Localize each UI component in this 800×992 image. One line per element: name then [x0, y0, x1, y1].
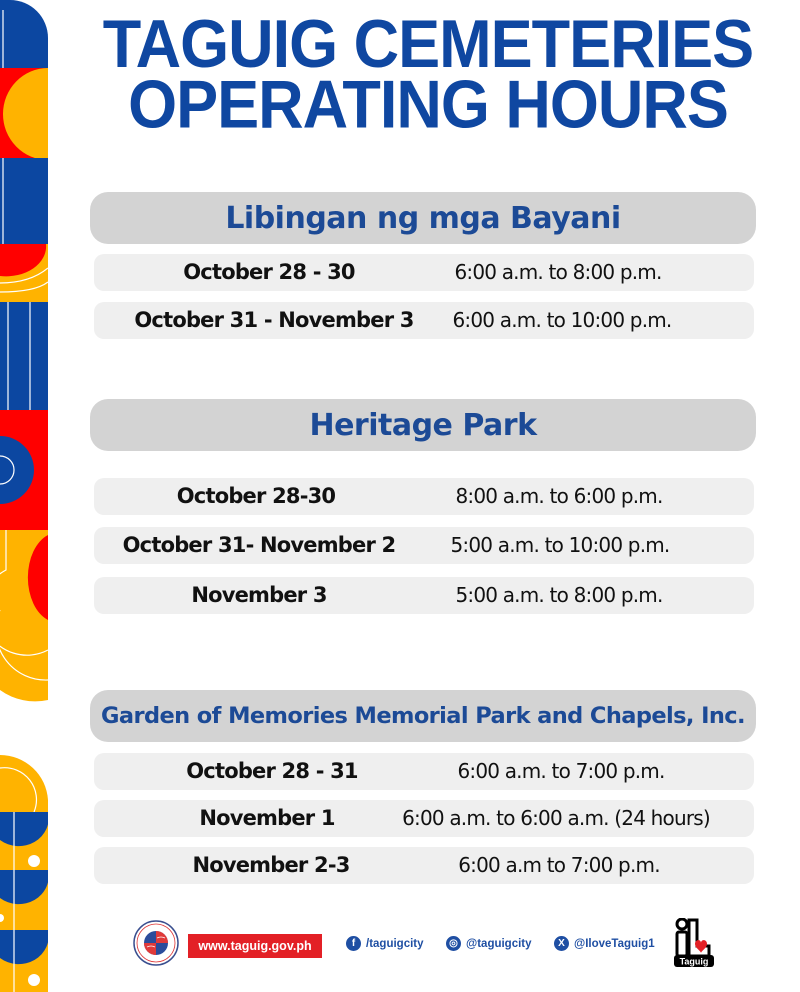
schedule-row — [94, 847, 754, 884]
schedule-hours: 5:00 a.m. to 10:00 p.m. — [450, 533, 670, 557]
cemetery-header-heritage-park: Heritage Park — [90, 399, 756, 451]
schedule-date: October 31 - November 3 — [134, 308, 414, 332]
schedule-row — [94, 527, 754, 564]
instagram-link[interactable] — [446, 936, 532, 951]
schedule-date: October 28-30 — [176, 484, 336, 508]
instagram-handle: @taguigcity — [466, 937, 532, 950]
schedule-row — [94, 753, 754, 790]
decorative-left-strip — [0, 0, 48, 992]
facebook-link[interactable] — [346, 936, 424, 951]
schedule-date: November 3 — [191, 583, 327, 607]
x-icon: X — [554, 936, 569, 951]
i-love-taguig-logo — [673, 918, 715, 968]
cemetery-header-garden-of-memories: Garden of Memories Memorial Park and Chapels, Inc. — [90, 690, 756, 742]
footer — [0, 912, 800, 982]
schedule-hours: 6:00 a.m. to 7:00 p.m. — [457, 759, 665, 783]
schedule-date: October 28 - 30 — [183, 260, 355, 284]
facebook-icon: f — [346, 936, 361, 951]
schedule-date: October 28 - 31 — [186, 759, 358, 783]
schedule-row — [94, 478, 754, 515]
city-seal-logo — [133, 920, 179, 966]
schedule-hours: 5:00 a.m. to 8:00 p.m. — [455, 583, 663, 607]
title-line-1: TAGUIG CEMETERIES — [102, 6, 754, 83]
schedule-row — [94, 577, 754, 614]
instagram-icon: ◎ — [446, 936, 461, 951]
schedule-hours: 8:00 a.m. to 6:00 p.m. — [455, 484, 663, 508]
schedule-row — [94, 302, 754, 339]
ilove-logo-text: Taguig — [679, 956, 709, 967]
x-link[interactable] — [554, 936, 655, 951]
schedule-row — [94, 800, 754, 837]
schedule-row — [94, 254, 754, 291]
schedule-hours: 6:00 a.m to 7:00 p.m. — [458, 853, 660, 877]
facebook-handle: /taguigcity — [366, 937, 424, 950]
page-title — [88, 6, 768, 143]
cemetery-header-libingan: Libingan ng mga Bayani — [90, 192, 756, 244]
schedule-date: November 1 — [199, 806, 335, 830]
schedule-date: October 31- November 2 — [122, 533, 396, 557]
schedule-date: November 2-3 — [192, 853, 350, 877]
schedule-hours: 6:00 a.m. to 10:00 p.m. — [452, 308, 672, 332]
schedule-hours: 6:00 a.m. to 6:00 a.m. (24 hours) — [402, 806, 710, 830]
schedule-hours: 6:00 a.m. to 8:00 p.m. — [454, 260, 662, 284]
title-line-2: OPERATING HOURS — [128, 66, 728, 143]
website-link[interactable]: www.taguig.gov.ph — [188, 934, 322, 958]
x-handle: @IloveTaguig1 — [574, 937, 655, 950]
